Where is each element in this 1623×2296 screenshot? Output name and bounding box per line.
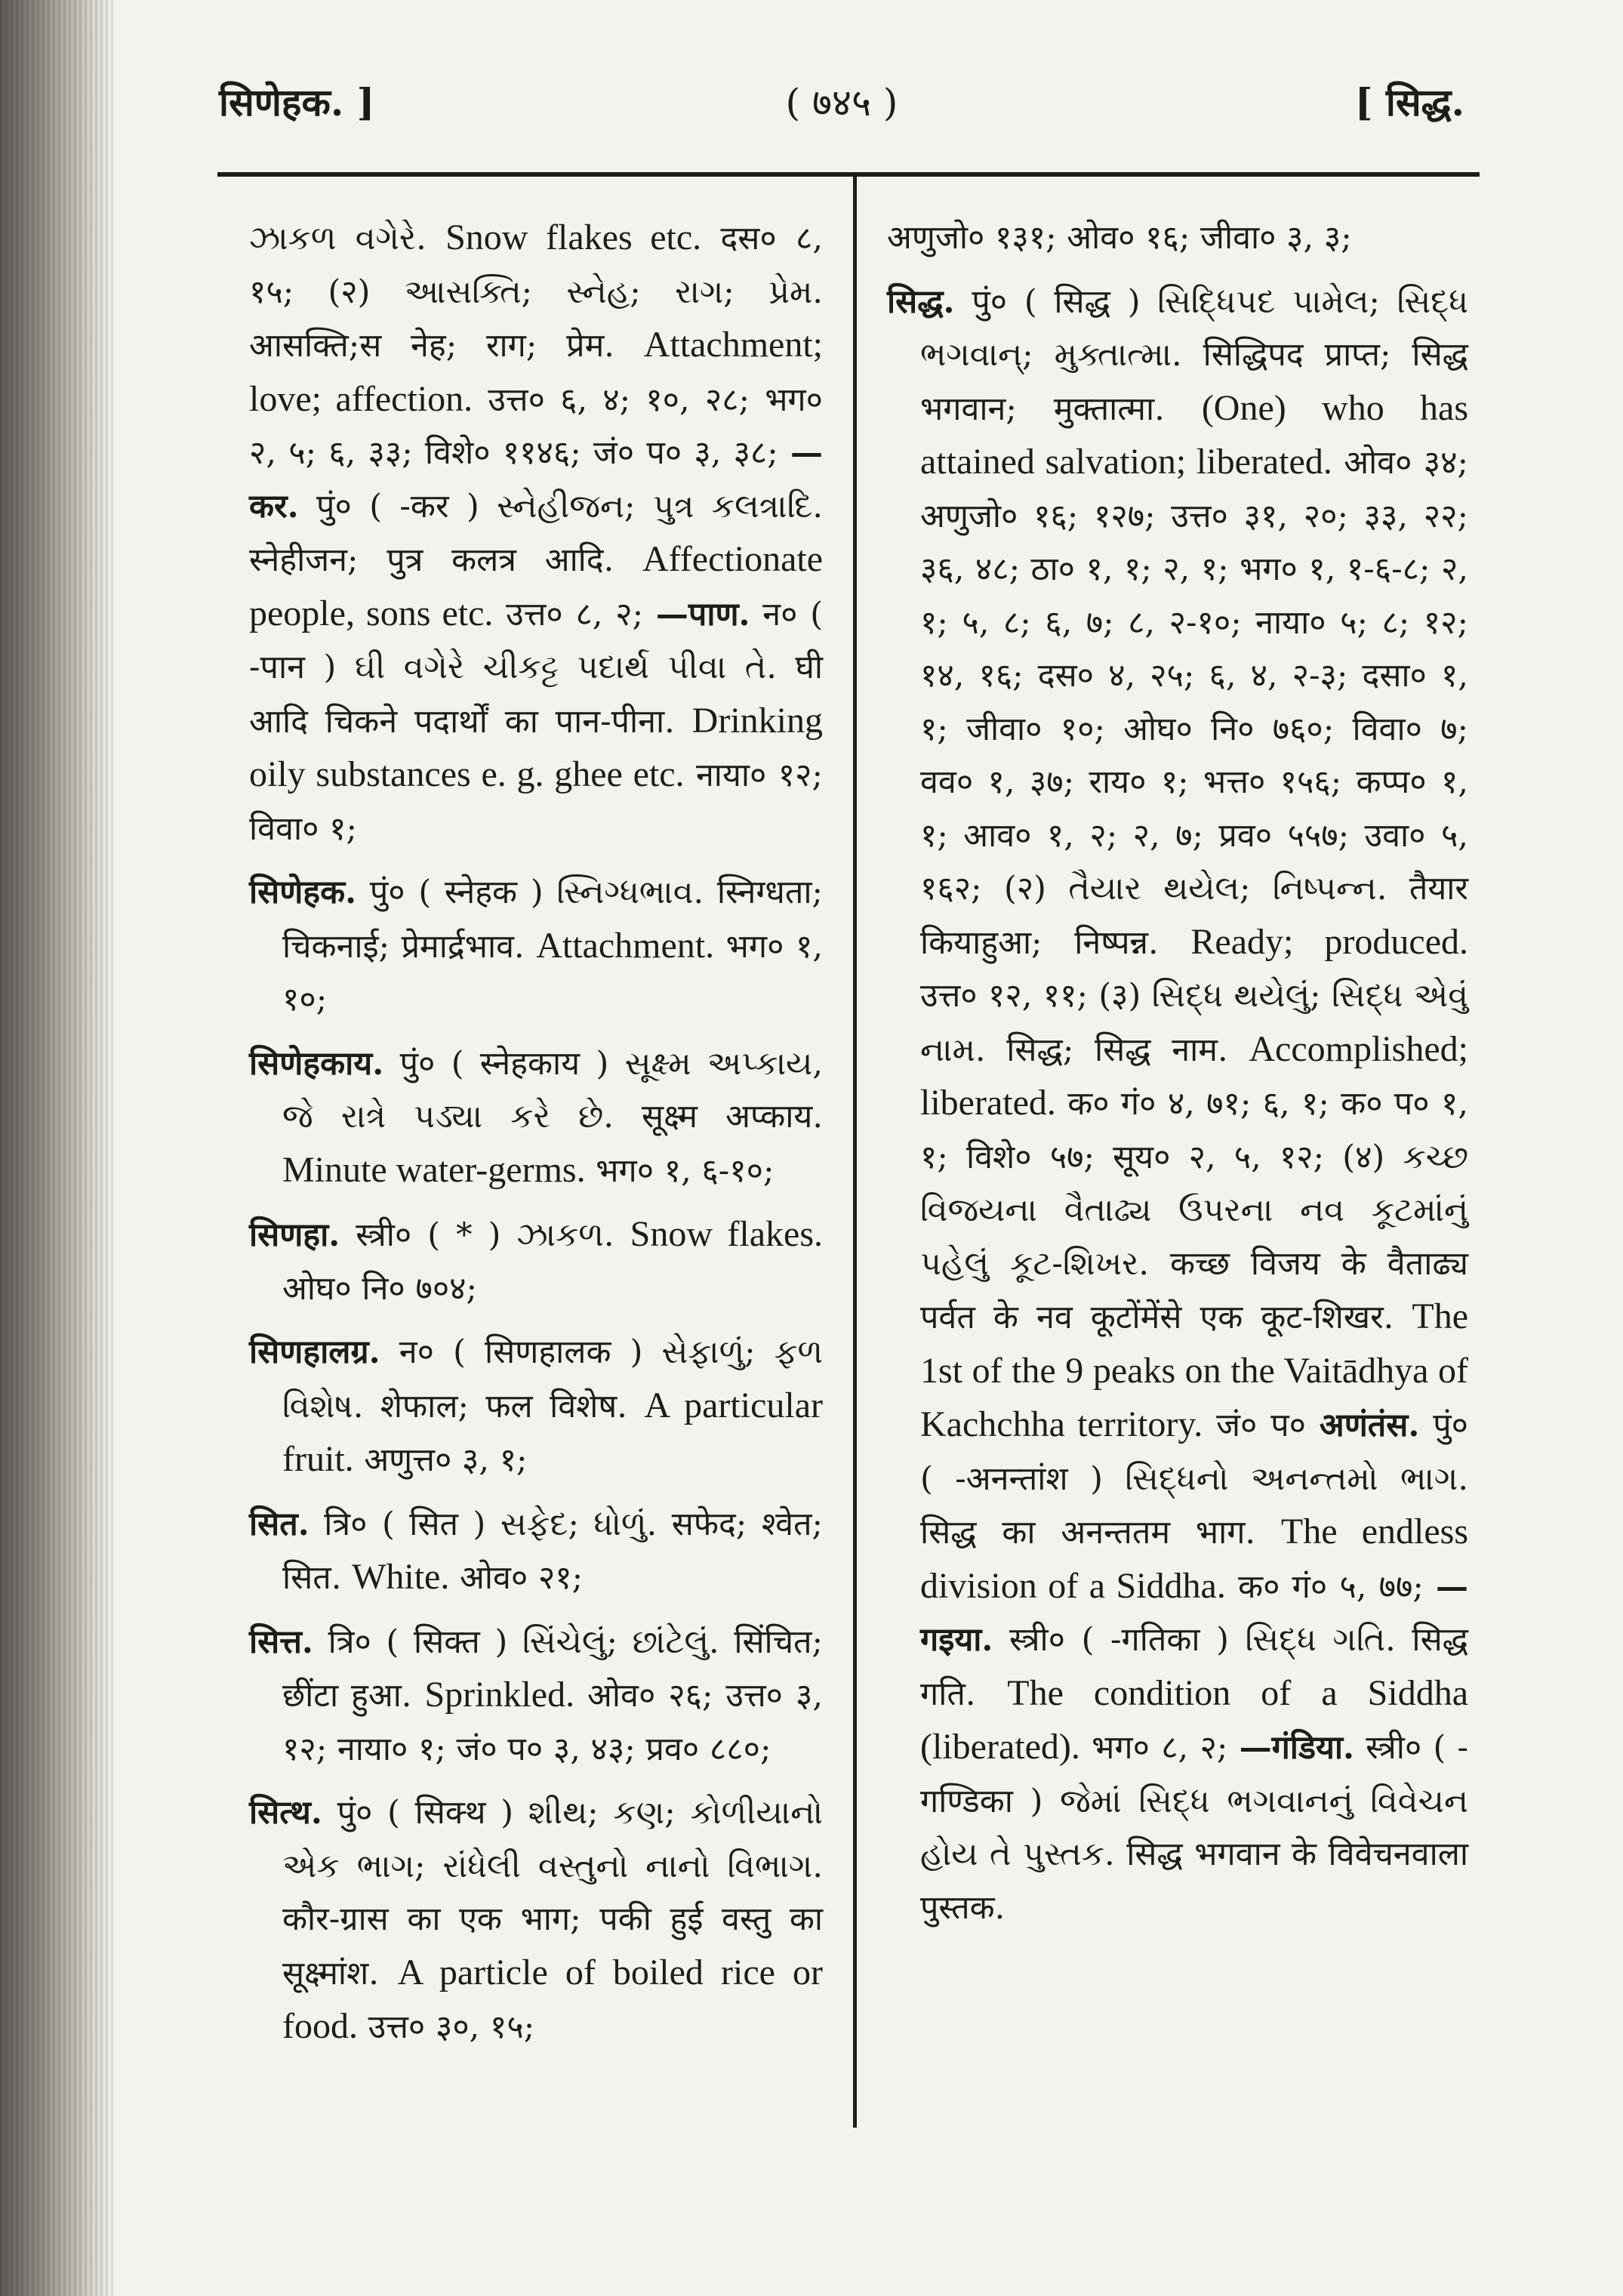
subentry-gandiya: —गंडिया. (1239, 1729, 1354, 1767)
dictionary-entry: सिणहा. स्त्री० ( * ) ઝાકળ. Snow flakes. ओघ० नि० ७०४; (249, 1214, 824, 1308)
continued-entry: ઝાકળ વગેરે. Snow flakes etc. दस० ८, १५; (२) આસક્તિ; સ્નેહ; રાગ; પ્રેમ. आसक्ति;स नेह; राग; प्रेम. Attachment; love; affection. उत्त० ६, ४; १०, २८; भग० २, ५; ६, ३३; विशे० ११४६; जं० प० ३, ३८; —कर. पुं० ( -कर ) સ્નેહીજન; પુત્ર કલત્રાદિ. स्नेहीजन; पुत्र कलत्र आदि. Affectionate people, sons etc. उत्त० ८, २; —पाण. न० ( -पान ) ઘી વગેરે ચીકટ્ટ પદાર્થ પીવા તે. घी आदि चिकने पदार्थों का पान-पीना. Drinking oily substances e. g. ghee etc. नाया० १२; विवा० १; (249, 217, 824, 848)
entry-headword: सिद्ध. (887, 282, 955, 321)
page-header (219, 76, 1464, 143)
column-divider (853, 172, 857, 2128)
entry-headword: सित. (249, 1505, 310, 1543)
scanned-page-edge (0, 0, 113, 2296)
dictionary-entry: सित्थ. पुं० ( सिक्थ ) શીથ; કણ; કોળીયાનો એક ભાગ; રાંધેલી વસ્તુનો નાનો વિભાગ. कौर-ग्रास का एक भाग; पकी हुई वस्तु का सूक्ष्मांश. A particle of boiled rice or food. उत्त० ३०, १५; (249, 1794, 823, 2046)
header-last-word: [ सिद्ध. (1354, 80, 1464, 125)
entry-headword: सित्थ. (249, 1794, 322, 1832)
entry-headword: सिणेहकाय. (249, 1044, 384, 1083)
entry-headword: सिणेहक. (249, 874, 357, 911)
page-number: ( ७४५ ) (785, 81, 898, 125)
subentry-kara: —कर. (249, 434, 823, 525)
entry-headword: सिणहा. (249, 1216, 340, 1254)
dictionary-entry: सिणहालग्र. न० ( सिणहालक ) સેફાળું; ફળ વિશેષ. शेफाल; फल विशेष. A particular fruit. अणुत्त० ३, १; (249, 1333, 823, 1479)
subentry-gaiya: —गइया. (920, 1567, 1468, 1659)
subentry-pana: —पाण. (655, 595, 750, 633)
subentry-anantamsa: अणंतंस. (1319, 1407, 1420, 1444)
dictionary-entry: सिणेहक. पुं० ( स्नेहक ) સ્નિગ્ધભાવ. स्निग्धता; चिकनाई; प्रेमार्द्रभाव. Attachment. भग० १, १०; (249, 874, 824, 1019)
entry-headword: सिणहालग्र. (249, 1333, 380, 1371)
header-first-word: सिणेहक. ] (219, 80, 375, 125)
right-column (887, 211, 1468, 1945)
entry-headword: सित्त. (249, 1623, 313, 1661)
header-rule (217, 172, 1480, 177)
dictionary-entry: सिणेहकाय. पुं० ( स्नेहकाय ) સૂક્ષ્મ અપ્કાય, જે રાત્રે પડ્યા કરે છે. सूक्ष्म अप्काय. Minute water-germs. भग० १, ६-१०; (249, 1044, 823, 1190)
dictionary-entry: सित्त. त्रि० ( सिक्त ) સિંચેલું; છાંટેલું. सिंचित; छींटा हुआ. Sprinkled. ओव० २६; उत्त० ३, १२; नाया० १; जं० प० ३, ४३; प्रव० ८८०; (249, 1623, 824, 1768)
dictionary-entry: सित. त्रि० ( सित ) સફેદ; ધોળું. सफेद; श्वेत; सित. White. ओव० २१; (249, 1505, 824, 1597)
left-column (249, 211, 823, 2065)
continued-references: अणुजो० १३१; ओव० १६; जीवा० ३, ३; (887, 219, 1352, 257)
dictionary-entry-siddha: सिद्ध. पुं० ( सिद्ध ) સિદ્ધિપદ પામેલ; સિદ્ધ ભગવાન્; મુક્તાત્મા. सिद्धिपद प्राप्त; सिद्ध भगवान; मुक्तात्मा. (One) who has attained salvation; liberated. ओव० ३४; अणुजो० १६; १२७; उत्त० ३१, २०; ३३, २२; ३६, ४८; ठा० १, १; २, १; भग० १, १-६-८; २, १; ५, ८; ६, ७; ८, २-१०; नाया० ५; ८; १२; १४, १६; दस० ४, २५; ६, ४, २-३; दसा० १, १; जीवा० १०; ओघ० नि० ७६०; विवा० ७; वव० १, ३७; राय० १; भत्त० १५६; कप्प० १, १; आव० १, २; २, ७; प्रव० ५५७; उवा० ५, १६२; (२) તૈયાર થયેલ; નિષ્પન્ન. तैयार कियाहुआ; निष्पन्न. Ready; produced. उत्त० १२, ११; (३) સિદ્ધ થયેલું; સિદ્ધ એવું નામ. सिद्ध; सिद्ध नाम. Accomplished; liberated. क० गं० ४, ७१; ६, १; क० प० १, १; विशे० ५७; सूय० २, ५, १२; (४) કચ્છ વિજયના વૈતાઢ્ય ઉપરના નવ કૂટમાંનું પહેલું કૂટ-શિખર. कच्छ विजय के वैताढ्य पर्वत के नव कूटोंमेंसे एक कूट-शिखर. The 1st of the 9 peaks on the Vaitādhya of Kachchha territory. जं० प० अणंतंस. पुं० ( -अनन्तांश ) સિદ્ધનો અનન્તમો ભાગ. सिद्ध का अनन्ततम भाग. The endless division of a Siddha. क० गं० ५, ७७; —गइया. स्त्री० ( -गतिका ) સિદ્ધ ગતિ. सिद्ध गति. The condition of a Siddha (liberated). भग० ८, २; —गंडिया. स्त्री० ( -गण्डिका ) જેમાં સિદ્ધ ભગવાનનું વિવેચન હોય તે પુસ્તક. सिद्ध भगवान के विवेचनवाला पुस्तक. (887, 282, 1469, 1927)
